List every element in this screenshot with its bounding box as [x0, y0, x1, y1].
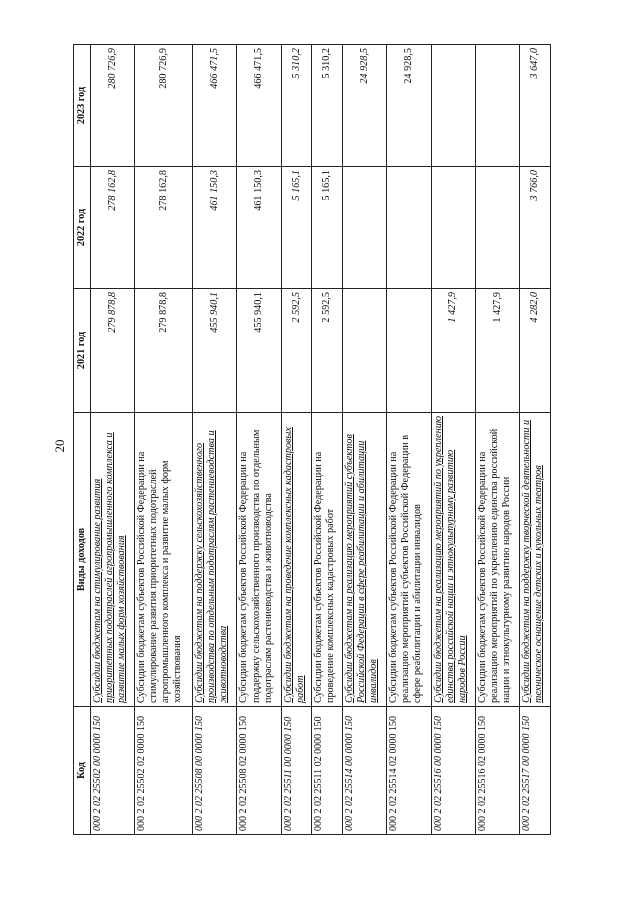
row-value-2022: 278 162,8 — [91, 167, 135, 289]
row-value-2023: 3 647,0 — [520, 45, 551, 167]
row-value-2022 — [431, 167, 475, 289]
row-value-2022 — [475, 167, 519, 289]
table-row — [312, 45, 343, 835]
table-header-row — [74, 45, 91, 835]
row-description: Субсидии бюджетам на проведение комплексных кадастровых работ — [281, 413, 312, 707]
row-value-2021: 2 592,5 — [312, 289, 343, 413]
header-income-type: Виды доходов — [74, 413, 91, 707]
row-value-2022: 461 150,3 — [237, 167, 281, 289]
row-value-2023: 24 928,5 — [387, 45, 431, 167]
row-value-2021: 279 878,8 — [135, 289, 193, 413]
table-row — [91, 45, 135, 835]
table-row — [193, 45, 237, 835]
row-value-2021: 279 878,8 — [91, 289, 135, 413]
row-code: 000 2 02 25511 02 0000 150 — [312, 707, 343, 835]
row-value-2021: 4 282,0 — [520, 289, 551, 413]
row-value-2021: 2 592,5 — [281, 289, 312, 413]
row-value-2023: 5 310,2 — [312, 45, 343, 167]
row-code: 000 2 02 25517 00 0000 150 — [520, 707, 551, 835]
row-value-2023: 24 928,5 — [343, 45, 387, 167]
row-description: Субсидии бюджетам на реализацию мероприятий субъектов Российской Федерации в сфере реабилитации и абилитации инвалидов — [343, 413, 387, 707]
row-value-2021: 455 940,1 — [237, 289, 281, 413]
row-value-2023 — [431, 45, 475, 167]
header-2021: 2021 год — [74, 289, 91, 413]
row-value-2023: 5 310,2 — [281, 45, 312, 167]
table-body — [91, 45, 551, 835]
table-row — [135, 45, 193, 835]
table-row — [520, 45, 551, 835]
row-value-2022: 5 165,1 — [312, 167, 343, 289]
row-description: Субсидии бюджетам субъектов Российской Федерации на поддержку сельскохозяйственного производства по отдельным подотраслям растениеводства и животноводства — [237, 413, 281, 707]
row-code: 000 2 02 25511 00 0000 150 — [281, 707, 312, 835]
row-value-2023: 280 726,9 — [135, 45, 193, 167]
row-value-2022: 3 766,0 — [520, 167, 551, 289]
row-value-2023 — [475, 45, 519, 167]
row-description: Субсидии бюджетам на поддержку творческой деятельности и техническое оснащение детских и кукольных театров — [520, 413, 551, 707]
row-value-2021 — [387, 289, 431, 413]
row-value-2021: 1 427,9 — [475, 289, 519, 413]
row-description: Субсидии бюджетам субъектов Российской Федерации на реализацию мероприятий по укреплению единства российской нации и этнокультурному развитию народов России — [475, 413, 519, 707]
table-row — [431, 45, 475, 835]
header-2022: 2022 год — [74, 167, 91, 289]
row-value-2021: 455 940,1 — [193, 289, 237, 413]
row-code: 000 2 02 25502 02 0000 150 — [135, 707, 193, 835]
row-value-2023: 280 726,9 — [91, 45, 135, 167]
row-code: 000 2 02 25508 02 0000 150 — [237, 707, 281, 835]
row-value-2021 — [343, 289, 387, 413]
table-row — [387, 45, 431, 835]
row-description: Субсидии бюджетам субъектов Российской Федерации на реализацию мероприятий субъектов Российской Федерации в сфере реабилитации и абилитации инвалидов — [387, 413, 431, 707]
row-code: 000 2 02 25514 02 0000 150 — [387, 707, 431, 835]
row-code: 000 2 02 25516 00 0000 150 — [431, 707, 475, 835]
page-number: 20 — [52, 439, 67, 453]
income-table — [73, 44, 551, 835]
table-row — [475, 45, 519, 835]
row-value-2022: 278 162,8 — [135, 167, 193, 289]
row-value-2022: 5 165,1 — [281, 167, 312, 289]
row-description: Субсидии бюджетам субъектов Российской Федерации на стимулирование развития приоритетных подотраслей агропромышленного комплекса и развитие малых форм хозяйствования — [135, 413, 193, 707]
row-value-2023: 466 471,5 — [237, 45, 281, 167]
table-row — [281, 45, 312, 835]
rotated-table-container — [73, 45, 551, 835]
row-value-2022 — [343, 167, 387, 289]
header-code: Код — [74, 707, 91, 835]
row-value-2022 — [387, 167, 431, 289]
row-code: 000 2 02 25514 00 0000 150 — [343, 707, 387, 835]
row-value-2022: 461 150,3 — [193, 167, 237, 289]
row-value-2021: 1 427,9 — [431, 289, 475, 413]
row-description: Субсидии бюджетам субъектов Российской Федерации на проведение комплексных кадастровых работ — [312, 413, 343, 707]
row-description: Субсидии бюджетам на реализацию мероприятий по укреплению единства российской нации и этнокультурному развитию народов России — [431, 413, 475, 707]
row-code: 000 2 02 25502 00 0000 150 — [91, 707, 135, 835]
header-2023: 2023 год — [74, 45, 91, 167]
row-value-2023: 466 471,5 — [193, 45, 237, 167]
row-code: 000 2 02 25508 00 0000 150 — [193, 707, 237, 835]
table-row — [237, 45, 281, 835]
row-code: 000 2 02 25516 02 0000 150 — [475, 707, 519, 835]
table-row — [343, 45, 387, 835]
row-description: Субсидии бюджетам на поддержку сельскохозяйственного производства по отдельным подотраслям растениеводства и животноводства — [193, 413, 237, 707]
row-description: Субсидии бюджетам на стимулирование развития приоритетных подотраслей агропромышленного комплекса и развитие малых форм хозяйствования — [91, 413, 135, 707]
